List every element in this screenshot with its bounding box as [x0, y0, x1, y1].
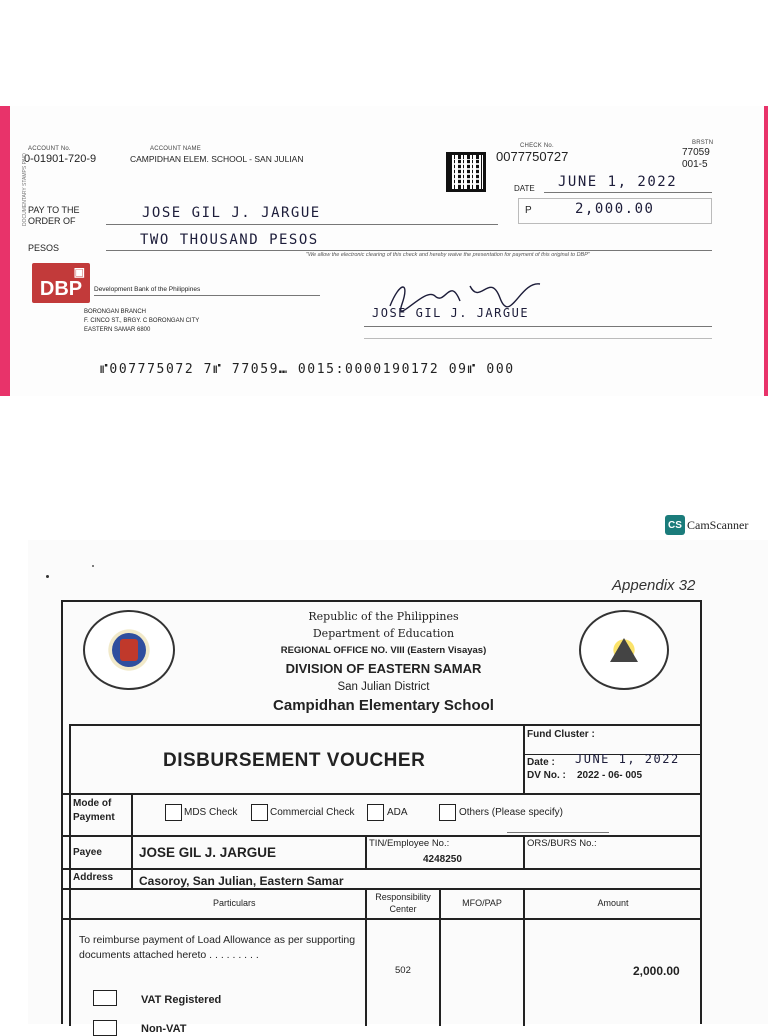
divider — [131, 793, 133, 888]
payment-label: Payment — [73, 812, 115, 823]
department-heading: Department of Education — [312, 627, 455, 640]
division-heading: DIVISION OF EASTERN SAMAR — [285, 661, 482, 676]
vat-registered-label: VAT Registered — [141, 994, 222, 1006]
vat-registered-checkbox[interactable] — [93, 990, 117, 1006]
ors-label: ORS/BURS No.: — [527, 838, 597, 849]
dbp-logo-text: DBP — [39, 278, 83, 300]
voucher-date: JUNE 1, 2022 — [575, 752, 680, 766]
mode-of-label: Mode of — [73, 798, 112, 809]
address-label: Address — [73, 872, 114, 883]
divider — [63, 888, 700, 890]
pay-to-label: PAY TO THE — [28, 205, 80, 215]
divider — [365, 835, 367, 868]
peso-sign: P — [525, 205, 532, 216]
voucher-title: DISBURSEMENT VOUCHER — [163, 750, 426, 771]
dbp-logo — [32, 263, 90, 303]
check-amount: 2,000.00 — [575, 201, 655, 217]
camscanner-label: CamScanner — [687, 517, 749, 532]
amount-box — [518, 198, 712, 224]
divider — [523, 835, 525, 868]
pesos-label: PESOS — [28, 243, 60, 253]
clearing-note: "We allow the electronic clearing of this check and hereby waive the presentation for payment of this original to DBP" — [306, 252, 590, 258]
divider — [523, 724, 525, 793]
dv-no-label: DV No. : — [527, 770, 566, 781]
check-no: 0077750727 — [496, 149, 569, 164]
camscanner-watermark — [665, 515, 748, 535]
account-no: 0-01901-720-9 — [24, 153, 97, 165]
col-particulars: Particulars — [213, 898, 256, 908]
dbp-logo-mark-icon: ▣ — [73, 265, 85, 279]
account-no-label: ACCOUNT No. — [28, 146, 71, 152]
amount-value: 2,000.00 — [633, 964, 680, 978]
republic-heading: Republic of the Philippines — [308, 610, 459, 623]
tin-label: TIN/Employee No.: — [369, 838, 450, 849]
commercial-check-checkbox[interactable] — [251, 804, 268, 821]
divider — [63, 868, 700, 870]
appendix-label: Appendix 32 — [612, 577, 696, 594]
particulars-text: To reimburse payment of Load Allowance as per supporting documents attached hereto . . . . . . . . . — [79, 934, 356, 961]
bank-name-underline — [94, 295, 320, 296]
micr-line: ⑈007775072 7⑈ 77059⑉ 0015:0000190172 09⑈ 000 — [100, 362, 515, 377]
payee-name: JOSE GIL J. JARGUE — [139, 845, 277, 860]
fund-cluster-label: Fund Cluster : — [527, 729, 595, 740]
tin-value: 4248250 — [423, 854, 462, 865]
brstn-line1: 77059 — [682, 147, 710, 158]
camscanner-icon: CS — [665, 515, 685, 535]
ada-label: ADA — [387, 807, 408, 818]
bank-name: Development Bank of the Philippines — [94, 286, 201, 293]
check-date: JUNE 1, 2022 — [558, 174, 678, 190]
qr-code-icon — [446, 152, 486, 192]
signatory-name: JOSE GIL J. JARGUE — [372, 306, 530, 320]
district-heading: San Julian District — [337, 681, 430, 693]
col-responsibility: Responsibility — [375, 892, 431, 902]
words-underline — [106, 250, 712, 251]
bank-check — [0, 106, 768, 396]
brstn-line2: 001-5 — [682, 159, 708, 170]
commercial-check-label: Commercial Check — [270, 807, 355, 818]
payee-label: Payee — [73, 847, 102, 858]
divider — [63, 918, 700, 920]
address-value: Casoroy, San Julian, Eastern Samar — [139, 874, 344, 888]
dv-no: 2022 - 06- 005 — [577, 770, 643, 781]
region-heading: REGIONAL OFFICE NO. VIII (Eastern Visayas) — [280, 645, 487, 656]
date-label: DATE — [514, 184, 535, 193]
col-mfo-pap: MFO/PAP — [462, 898, 502, 908]
check-payee: JOSE GIL J. JARGUE — [142, 205, 321, 221]
others-specify-line — [507, 832, 609, 833]
branch-line3: EASTERN SAMAR 6800 — [84, 327, 151, 333]
col-center: Center — [389, 904, 417, 914]
others-label: Others (Please specify) — [459, 807, 563, 818]
account-name-label: ACCOUNT NAME — [150, 146, 201, 152]
ada-checkbox[interactable] — [367, 804, 384, 821]
documentary-stamp-text: DOCUMENTARY STAMPS PAID — [22, 153, 28, 226]
brstn-label: BRSTN — [692, 140, 714, 146]
branch-line1: BORONGAN BRANCH — [84, 309, 147, 315]
divider — [439, 888, 441, 1026]
mds-check-label: MDS Check — [184, 807, 238, 818]
divider — [63, 835, 700, 837]
mds-check-checkbox[interactable] — [165, 804, 182, 821]
branch-line2: F. CINCO ST., BRGY. C BORONGAN CITY — [84, 318, 200, 324]
account-name: CAMPIDHAN ELEM. SCHOOL - SAN JULIAN — [130, 154, 304, 164]
date-label: Date : — [527, 757, 555, 768]
divider — [365, 888, 367, 1026]
disbursement-voucher — [61, 600, 702, 1035]
order-of-label: ORDER OF — [28, 216, 76, 226]
others-checkbox[interactable] — [439, 804, 456, 821]
non-vat-checkbox[interactable] — [93, 1020, 117, 1036]
signature-underline-2 — [364, 338, 712, 339]
signature-underline — [364, 326, 712, 327]
check-no-label: CHECK No. — [520, 143, 554, 149]
date-underline — [544, 192, 712, 193]
non-vat-label: Non-VAT — [141, 1023, 187, 1035]
responsibility-center-value: 502 — [395, 965, 411, 976]
divider — [63, 793, 700, 795]
divider — [69, 724, 700, 726]
payee-underline — [106, 224, 498, 225]
amount-in-words: TWO THOUSAND PESOS — [140, 232, 319, 248]
scan-dot — [46, 575, 49, 578]
divider — [69, 724, 71, 1026]
divider — [523, 888, 525, 1026]
school-heading: Campidhan Elementary School — [273, 697, 494, 714]
col-amount: Amount — [597, 898, 629, 908]
scan-dot — [92, 565, 94, 567]
